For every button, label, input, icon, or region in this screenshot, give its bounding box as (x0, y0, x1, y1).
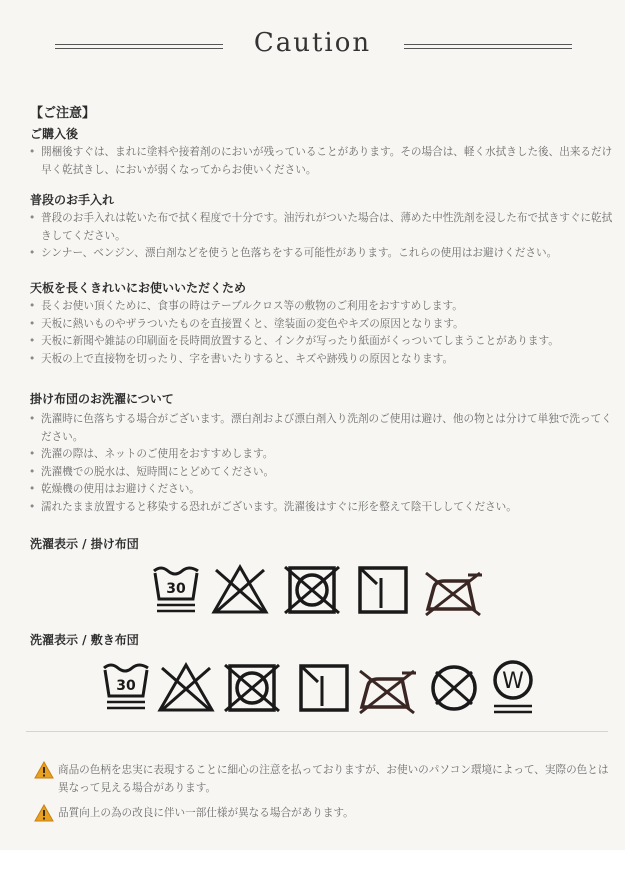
tabletop-list (28, 298, 613, 368)
list-item: • 天板の上で直接物を切ったり、字を書いたりすると、キズや跡残りの原因となります。 (28, 351, 613, 369)
no-bleach-icon (156, 662, 216, 714)
spec-note (34, 804, 604, 824)
list-item: • 普段のお手入れは乾いた布で拭く程度で十分です。油汚れがついた場合は、薄めた中性洗剤を浸した布で拭きすぐに乾拭きしてください。 (28, 210, 613, 245)
note-text: 品質向上の為の改良に伴い一部仕様が異なる場合があります。 (58, 807, 354, 819)
tabletop-heading: 天板を長くきれいにお使いいただくため (30, 281, 247, 295)
list-item: • シンナー、ベンジン、漂白剤などを使うと色落ちをする可能性があります。これらの使用はお避けください。 (28, 245, 613, 263)
notice-heading: 【ご注意】 (30, 106, 96, 121)
wash-30-gentle-icon (150, 565, 202, 615)
no-tumble-dry-icon (282, 564, 342, 616)
futon-wash-heading: 掛け布団のお洗濯について (30, 392, 174, 406)
note-text: 商品の色柄を忠実に表現することに細心の注意を払っておりますが、お使いのパソコン環境によって、実際の色とは異なって見える場合があります。 (58, 764, 609, 794)
page-title: Caution (253, 28, 372, 58)
list-item: • 洗濯時に色落ちする場合がございます。漂白剤および漂白剤入り洗剤のご使用は避け、他の物とは分けて単独で洗ってください。 (28, 411, 613, 446)
line-dry-icon (355, 564, 411, 616)
title-row (0, 28, 625, 64)
list-item: • 洗濯の際は、ネットのご使用をおすすめします。 (28, 446, 613, 464)
wet-clean-icon (490, 658, 536, 718)
list-item: • 長くお使い頂くために、食事の時はテーブルクロス等の敷物のご利用をおすすめします。 (28, 298, 613, 316)
no-bleach-icon (210, 564, 270, 616)
wash-temp-label: 30 (166, 581, 186, 597)
no-iron-icon (422, 565, 484, 617)
list-item: • 乾燥機の使用はお避けください。 (28, 481, 613, 499)
list-item: • 開梱後すぐは、まれに塗料や接着剤のにおいが残っていることがあります。その場合は、軽く水拭きした後、出来るだけ早く乾拭きし、においが弱くなってからお使いください。 (28, 144, 613, 179)
list-item: • 洗濯機での脱水は、短時間にとどめてください。 (28, 464, 613, 482)
list-item: • 天板に新聞や雑誌の印刷面を長時間放置すると、インクが写ったり紙面がくっついてしまうことがあります。 (28, 333, 613, 351)
wash-temp-label: 30 (116, 678, 136, 694)
warning-icon (34, 761, 54, 779)
laundry-kake-heading: 洗濯表示 / 掛け布団 (30, 537, 139, 551)
list-item: • 天板に熱いものやザラついたものを直接置くと、塗装面の変色やキズの原因となります。 (28, 316, 613, 334)
wash-30-gentle-icon (100, 662, 152, 712)
wet-clean-letter: W (502, 669, 524, 694)
title-rule-right (404, 44, 572, 49)
laundry-shiki-heading: 洗濯表示 / 敷き布団 (30, 633, 139, 647)
no-iron-icon (356, 663, 418, 715)
no-dry-clean-icon (426, 662, 482, 714)
purchase-list (28, 144, 613, 179)
color-note (34, 761, 609, 799)
purchase-heading: ご購入後 (30, 127, 79, 141)
no-tumble-dry-icon (222, 662, 282, 714)
care-heading: 普段のお手入れ (30, 193, 115, 207)
care-list (28, 210, 613, 263)
line-dry-icon (296, 662, 352, 714)
warning-icon (34, 804, 54, 822)
futon-wash-list (28, 411, 613, 517)
section-divider (26, 731, 608, 732)
list-item: • 濡れたまま放置すると移染する恐れがございます。洗濯後はすぐに形を整えて陰干ししてください。 (28, 499, 613, 517)
